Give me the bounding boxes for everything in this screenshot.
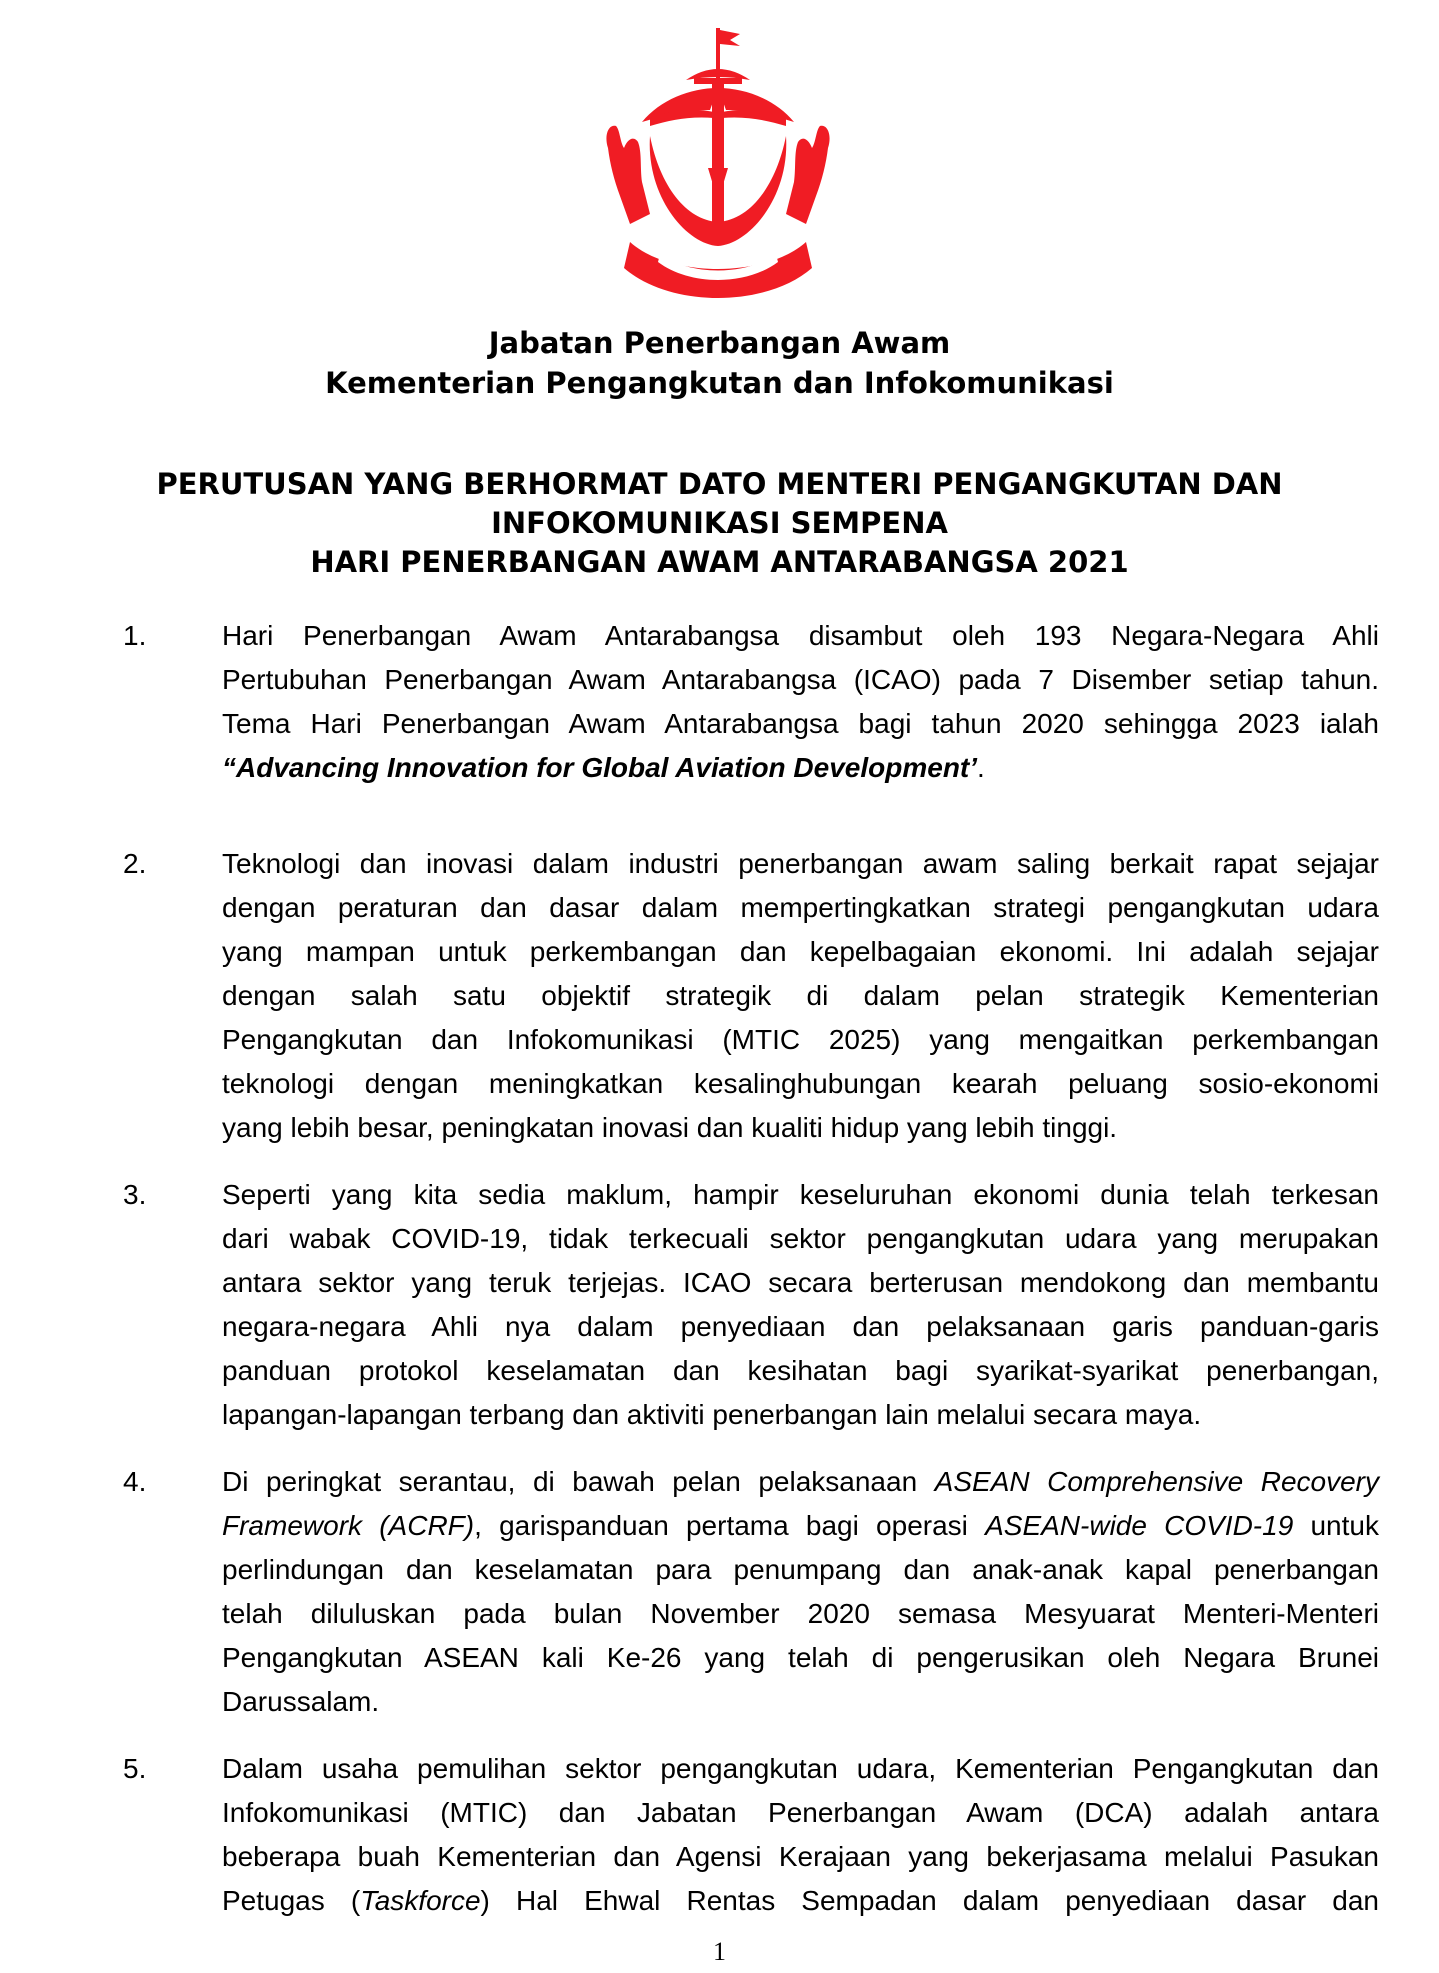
paragraph-line: perlindungan dan keselamatan para penumpang dan anak-anak kapal penerbangan: [222, 1554, 1379, 1585]
paragraph-line: yang lebih besar, peningkatan inovasi dan kualiti hidup yang lebih tinggi.: [222, 1112, 1118, 1143]
paragraph-line: Seperti yang kita sedia maklum, hampir keseluruhan ekonomi dunia telah terkesan: [222, 1179, 1379, 1210]
paragraph-line: teknologi dengan meningkatkan kesalinghubungan kearah peluang sosio-ekonomi: [222, 1068, 1379, 1099]
ministry-name: Kementerian Pengangkutan dan Infokomunikasi: [325, 366, 1114, 400]
page-number: 1: [713, 1937, 726, 1966]
paragraph-line: beberapa buah Kementerian dan Agensi Kerajaan yang bekerjasama melalui Pasukan: [222, 1841, 1379, 1872]
paragraph-line: Hari Penerbangan Awam Antarabangsa disambut oleh 193 Negara-Negara Ahli: [222, 620, 1379, 651]
paragraph-number: 1.: [123, 620, 147, 651]
paragraph-line: negara-negara Ahli nya dalam penyediaan dan pelaksanaan garis panduan-garis: [222, 1311, 1379, 1342]
theme-emphasis: “Advancing Innovation for Global Aviation Development’: [222, 752, 978, 783]
paragraph-line: Pengangkutan dan Infokomunikasi (MTIC 2025) yang mengaitkan perkembangan: [222, 1024, 1379, 1055]
paragraph-line: dengan peraturan dan dasar dalam mempertingkatkan strategi pengangkutan udara: [222, 892, 1379, 923]
document-title-line: HARI PENERBANGAN AWAM ANTARABANGSA 2021: [310, 545, 1129, 579]
paragraph-line: Petugas (Taskforce) Hal Ehwal Rentas Sempadan dalam penyediaan dasar dan: [222, 1885, 1379, 1916]
paragraph-line: antara sektor yang teruk terjejas. ICAO secara berterusan mendokong dan membantu: [222, 1267, 1379, 1298]
paragraph-line: Teknologi dan inovasi dalam industri penerbangan awam saling berkait rapat sejajar: [222, 848, 1379, 879]
paragraph-line: Framework (ACRF), garispanduan pertama bagi operasi ASEAN-wide COVID-19 untuk: [222, 1510, 1379, 1541]
document-title-line: PERUTUSAN YANG BERHORMAT DATO MENTERI PENGANGKUTAN DAN: [156, 467, 1283, 501]
paragraph-number: 3.: [123, 1179, 147, 1210]
paragraph-line: Infokomunikasi (MTIC) dan Jabatan Penerbangan Awam (DCA) adalah antara: [222, 1797, 1379, 1828]
paragraph-line: lapangan-lapangan terbang dan aktiviti penerbangan lain melalui secara maya.: [222, 1399, 1202, 1430]
paragraph-line: dari wabak COVID-19, tidak terkecuali sektor pengangkutan udara yang merupakan: [222, 1223, 1379, 1254]
paragraph-line: yang mampan untuk perkembangan dan kepelbagaian ekonomi. Ini adalah sejajar: [222, 936, 1379, 967]
paragraph-line: telah diluluskan pada bulan November 2020 semasa Mesyuarat Menteri-Menteri: [222, 1598, 1379, 1629]
paragraph-number: 4.: [123, 1466, 147, 1497]
paragraph-line: Di peringkat serantau, di bawah pelan pelaksanaan ASEAN Comprehensive Recovery: [222, 1466, 1380, 1497]
paragraph-line: Pengangkutan ASEAN kali Ke-26 yang telah di pengerusikan oleh Negara Brunei: [222, 1642, 1379, 1673]
paragraph-line: Pertubuhan Penerbangan Awam Antarabangsa (ICAO) pada 7 Disember setiap tahun.: [222, 664, 1379, 695]
paragraph-number: 5.: [123, 1753, 147, 1784]
document-title-line: INFOKOMUNIKASI SEMPENA: [491, 506, 948, 540]
paragraph-line: “Advancing Innovation for Global Aviation Development’.: [222, 752, 985, 783]
paragraph-line: Tema Hari Penerbangan Awam Antarabangsa bagi tahun 2020 sehingga 2023 ialah: [222, 708, 1379, 739]
brunei-crest-logo: [590, 18, 850, 308]
paragraph-line: Dalam usaha pemulihan sektor pengangkutan udara, Kementerian Pengangkutan dan: [222, 1753, 1379, 1784]
organization-name: Jabatan Penerbangan Awam: [488, 326, 951, 360]
paragraph-line: panduan protokol keselamatan dan kesihatan bagi syarikat-syarikat penerbangan,: [222, 1355, 1379, 1386]
paragraph-number: 2.: [123, 848, 147, 879]
paragraph-line: dengan salah satu objektif strategik di dalam pelan strategik Kementerian: [222, 980, 1379, 1011]
paragraph-line: Darussalam.: [222, 1686, 380, 1717]
